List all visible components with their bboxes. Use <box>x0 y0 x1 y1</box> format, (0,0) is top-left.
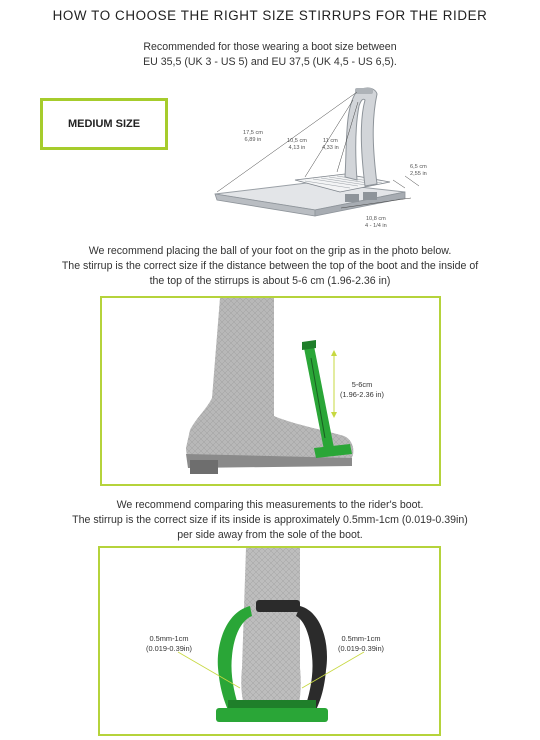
size-badge <box>40 98 168 150</box>
right-side-clearance-label <box>338 634 384 654</box>
dimension-width-in: 4 - 1/4 in <box>365 223 387 229</box>
page-title: HOW TO CHOOSE THE RIGHT SIZE STIRRUPS FOR THE RIDER <box>52 8 488 23</box>
right-clearance-mm: 0.5mm-1cm <box>341 634 381 643</box>
left-clearance-mm: 0.5mm-1cm <box>149 634 189 643</box>
dimension-height-in: 4,33 in <box>322 145 339 151</box>
stirrup-illustration <box>195 82 435 232</box>
dimension-inner-height <box>287 138 307 152</box>
dimension-length-cm: 17,5 cm <box>243 130 263 136</box>
placement-line-3: the top of the stirrups is about 5-6 cm (1.96-2.36 in) <box>149 275 391 287</box>
placement-line-2: The stirrup is the correct size if the distance between the top of the boot and the inside of <box>61 260 479 272</box>
dimension-height <box>322 138 339 152</box>
comparison-line-3: per side away from the sole of the boot. <box>177 529 363 541</box>
size-label: MEDIUM SIZE <box>67 118 141 130</box>
dimension-depth-in: 2,55 in <box>410 171 427 177</box>
gap-measurement-label <box>340 380 384 400</box>
dimension-width <box>365 216 387 230</box>
intro-line-1: Recommended for those wearing a boot size between <box>143 41 397 53</box>
comparison-text <box>20 498 520 543</box>
dimension-depth-cm: 6,5 cm <box>410 164 427 170</box>
intro-line-2: EU 35,5 (UK 3 - US 5) and EU 37,5 (UK 4,5 - US 6,5). <box>143 56 397 68</box>
boot-side-drawing <box>102 298 441 486</box>
dimension-depth <box>410 164 427 178</box>
dimension-width-cm: 10,8 cm <box>365 216 386 222</box>
placement-line-1: We recommend placing the ball of your foot on the grip as in the photo below. <box>88 245 452 257</box>
dimension-length-in: 6,89 in <box>244 137 262 143</box>
comparison-line-1: We recommend comparing this measurements to the rider's boot. <box>116 499 424 511</box>
left-side-clearance-label <box>146 634 192 654</box>
dimension-height-cm: 11 cm <box>322 138 338 144</box>
dimension-inner-height-cm: 10,5 cm <box>287 138 307 144</box>
boot-side-photo <box>100 296 441 486</box>
boot-front-photo <box>98 546 441 736</box>
gap-label-cm: 5-6cm <box>351 380 373 389</box>
intro-text <box>20 40 520 70</box>
comparison-line-2: The stirrup is the correct size if its inside is approximately 0.5mm-1cm (0.019-0.39in) <box>72 514 468 526</box>
left-clearance-in: (0.019-0.39in) <box>146 644 193 653</box>
dimension-length <box>243 130 263 144</box>
right-clearance-in: (0.019-0.39in) <box>338 644 385 653</box>
placement-text <box>20 244 520 289</box>
dimension-inner-height-in: 4,13 in <box>288 145 306 151</box>
stirrup-drawing <box>195 82 435 232</box>
gap-label-in: (1.96-2.36 in) <box>340 390 384 399</box>
